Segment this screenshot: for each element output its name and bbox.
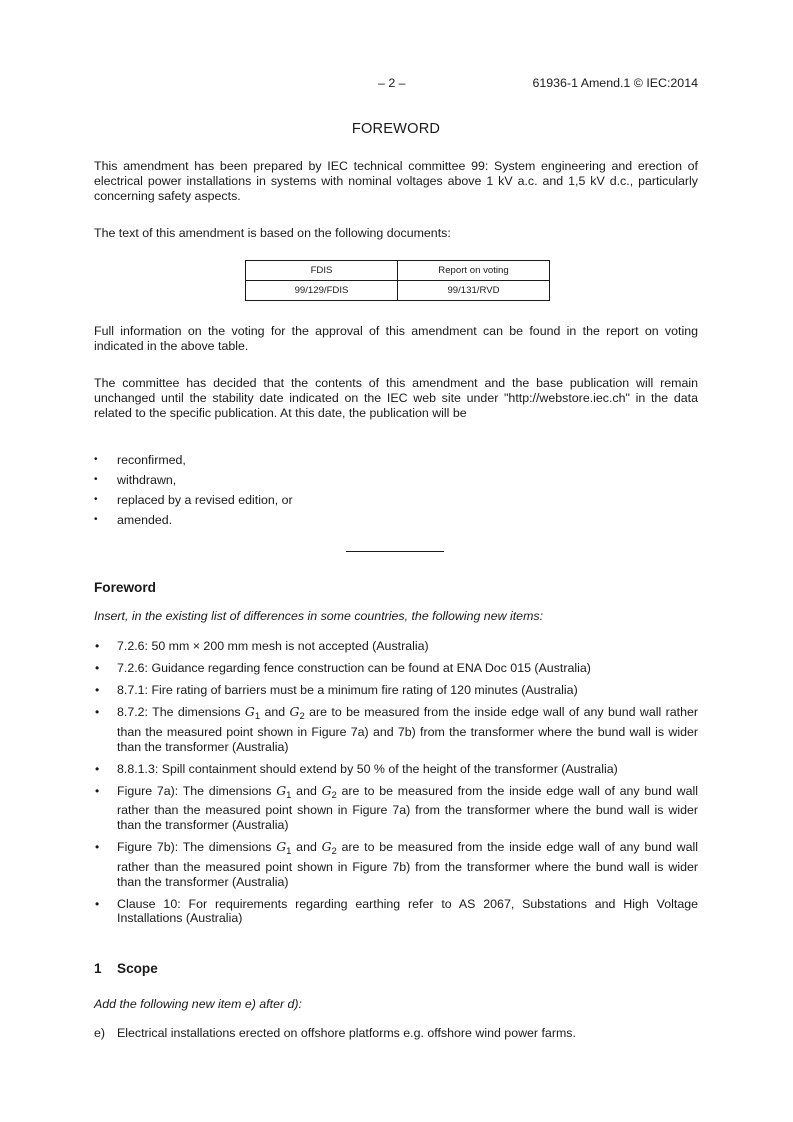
math-symbol-g1	[244, 703, 261, 722]
math-var: G	[244, 703, 255, 719]
math-subscript: 1	[254, 710, 261, 722]
bullet-icon: •	[95, 896, 100, 911]
list-item-text-prefix: Figure 7a): The dimensions	[117, 783, 277, 798]
list-item-text: reconfirmed,	[117, 453, 186, 467]
list-item-text: amended.	[117, 513, 173, 527]
math-subscript: 1	[286, 789, 292, 801]
bullet-icon: •	[94, 474, 98, 485]
list-item-text-mid: and	[291, 783, 322, 798]
bullet-icon: •	[95, 761, 100, 776]
voting-paragraph: Full information on the voting for the approval of this amendment can be found in the report on voting indicated in the above table.	[94, 324, 698, 354]
bullet-icon: •	[95, 660, 100, 675]
page-title: FOREWORD	[351, 121, 441, 137]
math-subscript: 2	[331, 846, 337, 858]
section-divider	[346, 551, 444, 552]
bullet-icon: •	[95, 704, 100, 719]
item-label: e)	[94, 1026, 106, 1040]
scope-item-e	[94, 1026, 698, 1040]
list-item	[94, 470, 293, 490]
list-item-text-prefix: 8.7.2: The dimensions	[117, 704, 245, 719]
list-item-text: Clause 10: For requirements regarding earthing refer to AS 2067, Substations and High Voltage Installations (Australia)	[117, 896, 698, 926]
item-text: Electrical installations erected on offshore platforms e.g. offshore wind power farms.	[117, 1026, 576, 1040]
list-item	[94, 639, 698, 654]
stability-paragraph: The committee has decided that the contents of this amendment and the base publication will remain unchanged until the stability date indicated on the IEC web site under "http://webstore.iec.ch" in the data related to the specific publication. At this date, the publication will be	[94, 376, 698, 421]
list-item-text: replaced by a revised edition, or	[117, 493, 293, 507]
section-title: Scope	[117, 961, 158, 976]
math-var: G	[276, 782, 287, 798]
bullet-icon: •	[94, 454, 98, 465]
scope-instruction: Add the following new item e) after d):	[94, 997, 302, 1011]
math-var: G	[321, 839, 332, 855]
documents-intro: The text of this amendment is based on the following documents:	[94, 226, 451, 240]
list-item	[94, 683, 698, 698]
list-item-text-suffix: are to be measured from the inside edge wall of any bund wall rather than the measured point shown in Figure 7a) from the transformer where the bund wall is wider than the transformer (Australia)	[117, 783, 699, 833]
bullet-icon: •	[94, 514, 98, 525]
bullet-icon: •	[95, 840, 100, 855]
bullet-icon: •	[95, 682, 100, 697]
list-item	[94, 510, 293, 530]
list-item-text-suffix: are to be measured from the inside edge wall of any bund wall rather than the measured point shown in Figure 7a) and 7b) from the transformer where the bund wall is wider than the transformer (Australia)	[117, 704, 698, 754]
table-header-cell: Report on voting	[398, 261, 550, 281]
scope-heading	[94, 961, 158, 976]
bullet-icon: •	[94, 494, 98, 505]
math-subscript: 1	[286, 846, 292, 858]
foreword-instruction: Insert, in the existing list of differences in some countries, the following new items:	[94, 609, 544, 623]
list-item	[94, 762, 698, 777]
math-subscript: 2	[299, 710, 305, 722]
table-header-cell: FDIS	[246, 261, 398, 281]
math-var: G	[321, 782, 332, 798]
bullet-icon: •	[95, 783, 100, 798]
page-header	[94, 76, 698, 92]
list-item-text: 7.2.6: Guidance regarding fence construction can be found at ENA Doc 015 (Australia)	[117, 660, 591, 675]
list-item	[94, 705, 698, 754]
math-symbol-g1	[276, 839, 292, 858]
list-item	[94, 897, 698, 927]
list-item-text: 7.2.6: 50 mm × 200 mm mesh is not accepted (Australia)	[117, 639, 429, 653]
list-item	[94, 840, 698, 889]
list-item	[94, 450, 293, 470]
list-item-text: 8.8.1.3: Spill containment should extend by 50 % of the height of the transformer (Australia)	[117, 761, 618, 776]
bullet-icon: •	[95, 639, 100, 653]
publication-options-list	[94, 450, 293, 530]
table-cell: 99/129/FDIS	[246, 281, 398, 301]
list-item-text-prefix: Figure 7b): The dimensions	[117, 840, 277, 855]
math-symbol-g1	[276, 782, 292, 801]
table-header-row	[246, 261, 550, 281]
math-subscript: 2	[331, 789, 337, 801]
list-item	[94, 490, 293, 510]
table-row	[246, 281, 550, 301]
section-number: 1	[94, 961, 102, 976]
foreword-heading: Foreword	[94, 580, 156, 595]
math-var: G	[276, 839, 287, 855]
math-var: G	[289, 703, 300, 719]
list-item-text: 8.7.1: Fire rating of barriers must be a minimum fire rating of 120 minutes (Australia)	[117, 682, 578, 697]
list-item-text: withdrawn,	[117, 473, 177, 487]
table-cell: 99/131/RVD	[398, 281, 550, 301]
list-item-text-mid: and	[291, 840, 322, 855]
list-item-text-mid: and	[260, 704, 290, 719]
document-reference: 61936-1 Amend.1 © IEC:2014	[532, 76, 698, 90]
page-number: – 2 –	[378, 76, 406, 90]
differences-list	[94, 639, 698, 933]
intro-paragraph: This amendment has been prepared by IEC technical committee 99: System engineering and erection of electrical power installations in systems with nominal voltages above 1 kV a.c. and 1,5 kV d.c., particularly concerning safety aspects.	[94, 159, 698, 204]
list-item	[94, 661, 698, 676]
math-symbol-g2	[289, 703, 305, 722]
documents-table	[245, 260, 550, 301]
list-item-text-suffix: are to be measured from the inside edge wall of any bund wall rather than the measured point shown in Figure 7b) from the transformer where the bund wall is wider than the transformer (Australia)	[117, 840, 699, 889]
math-symbol-g2	[321, 782, 337, 801]
list-item	[94, 784, 698, 833]
math-symbol-g2	[321, 839, 337, 858]
